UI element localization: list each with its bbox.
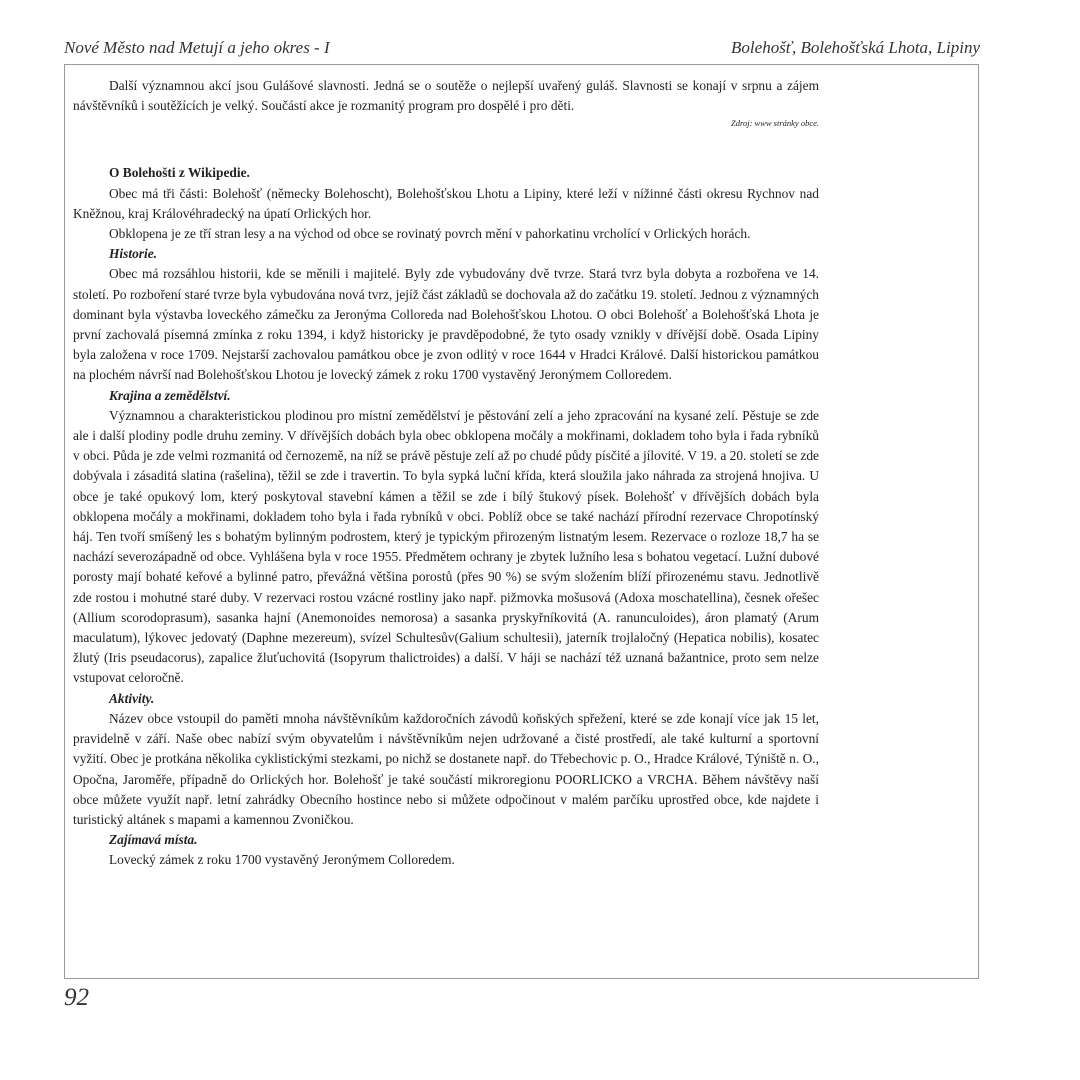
wiki-paragraph-2: Obklopena je ze tří stran lesy a na východ od obce se rovinatý povrch mění v pahorkatinu vrcholící v Orlických horách. <box>109 226 751 242</box>
wiki-paragraph-1: Obec má tři části: Bolehošť (německy Bolehoscht), Bolehošťskou Lhotu a Lipiny, které leží v nížinné části okresu Rychnov nad Kněžnou, kraj Královéhradecký na úpatí Orlických hor. <box>73 185 819 221</box>
header-right-title: Bolehošť, Bolehošťská Lhota, Lipiny <box>731 38 980 57</box>
intro-paragraph: Další významnou akcí jsou Gulášové slavnosti. Jedná se o soutěže o nejlepší uvařený guláš. Slavnosti se konají v srpnu a zájem návštěvníků i soutěžících je velký. Součástí akce je rozmanitý program pro dospělé i pro děti. <box>73 78 819 114</box>
landscape-heading: Krajina a zemědělství. <box>109 387 231 403</box>
page-number: 92 <box>64 984 89 1011</box>
activities-paragraph: Název obce vstoupil do paměti mnoha návštěvníkům každoročních závodů koňských spřežení, které se zde konají více jak 15 let, pravidelně v září. Naše obec nabízí svým obyvatelům i návštěvníkům nejen udržované a čisté prostředí, ale také kulturní a sportovní vyžití. Obec je protkána několika cyklistickými stezkami, po nichž se dostanete např. do Třebechovic p. O., Hradce Králové, Týniště n. O., Opočna, Jaroměře, případně do Orlických hor. Bolehošť je také součástí mikroregionu POORLICKO a VRCHA. Během návštěvy naší obce můžete využít např. letní zahrádky Obecního hostince nebo si můžete odpočinout v malém parčíku uprostřed obce, kde najdete i turistický altánek s mapami a kamennou Zvoničkou. <box>73 710 819 827</box>
history-paragraph: Obec má rozsáhlou historii, kde se měnili i majitelé. Byly zde vybudovány dvě tvrze. Stará tvrz byla dobyta a rozbořena ve 14. století. Po rozboření staré tvrze byla vybudována nová tvrz, jejíž část základů se dochovala až do začátku 19. století. Jednou z významných dominant byla výstavba loveckého zámečku za Jeronýma Colloreda nad Bolehošťskou Lhotou. O obci Bolehošť a Bolehošťská Lhota je první zachovalá písemná zmínka z roku 1394, i když historicky je pravděpodobné, že tyto osady vznikly v dřívější době. Osada Lipiny byla založena v roce 1709. Nejstarší zachovalou památkou obce je zvon odlitý v roce 1644 v Hradci Králové. Další historickou památkou na plochém návrší nad Bolehošťskou Lhotou je lovecký zámek z roku 1700 vystavěný Jeronýmem Colloredem. <box>73 266 819 383</box>
source-note: Zdroj: www stránky obce. <box>731 118 819 129</box>
running-header <box>64 38 980 58</box>
history-heading: Historie. <box>109 246 157 262</box>
activities-heading: Aktivity. <box>109 690 155 706</box>
header-left-title: Nové Město nad Metují a jeho okres - I <box>64 38 330 57</box>
wiki-heading: O Bolehošti z Wikipedie. <box>109 165 250 181</box>
places-heading: Zajímavá místa. <box>109 832 198 848</box>
landscape-paragraph: Významnou a charakteristickou plodinou pro místní zemědělství je pěstování zelí a jeho zpracování na kysané zelí. Pěstuje se zde ale i další plodiny podle druhu zeminy. V dřívějších dobách byla obec obklopena močály a mokřinami, dokladem toho byla i řada rybníků v obci. Půda je zde velmi rozmanitá od černozemě, na níž se právě pěstuje zelí až po chudé půdy písčité a jílovité. V 19. a 20. století se zde dobývala i zásaditá slatina (rašelina), těžil se zde i travertin. To byla sypká luční křída, která sloužila jako náhrada za strojená hnojiva. U obce je také opukový lom, který poskytoval stavební kámen a těžil se zde i bílý štukový písek. Bolehošť v dřívějších dobách byla obklopena močály a mokřinami, dokladem toho byla i řada rybníků v obci. Poblíž obce se také nachází přírodní rezervace Chropotínský háj. Ten tvoří smíšený les s bohatým bylinným podrostem, který je typickým přirozeným listnatým lesem. Rezervace o rozloze 18,7 ha se nachází severozápadně od obce. Vyhlášena byla v roce 1955. Předmětem ochrany je zbytek lužního lesa s bohatou vegetací. Lužní dubové porosty mají bohaté keřové a bylinné patro, převážná většina porostů (přes 90 %) se svým složením blíží přirozenému stavu. Jednotlivě zde rostou i mohutné staré duby. V rezervaci rostou vzácné rostliny jako např. pižmovka mošusová (Adoxa moschatellina), česnek ořešec (Allium scorodoprasum), sasanka hajní (Anemonoides nemorosa) a sasanka pryskyřníkovitá (A. ranunculoides), áron plamatý (Arum maculatum), lýkovec jedovatý (Daphne mezereum), svízel Schultesův(Galium schultesii), jaterník trojlaločný (Hepatica nobilis), kosatec žlutý (Iris pseudacorus), zapalice žluťuchovitá (Isopyrum thalictroides) a další. V háji se nachází též uznaná bažantnice, proto sem nelze vstupovat celoročně. <box>73 407 819 686</box>
article-body <box>73 76 819 871</box>
section-gap <box>73 129 819 163</box>
places-paragraph: Lovecký zámek z roku 1700 vystavěný Jeronýmem Colloredem. <box>109 852 455 868</box>
